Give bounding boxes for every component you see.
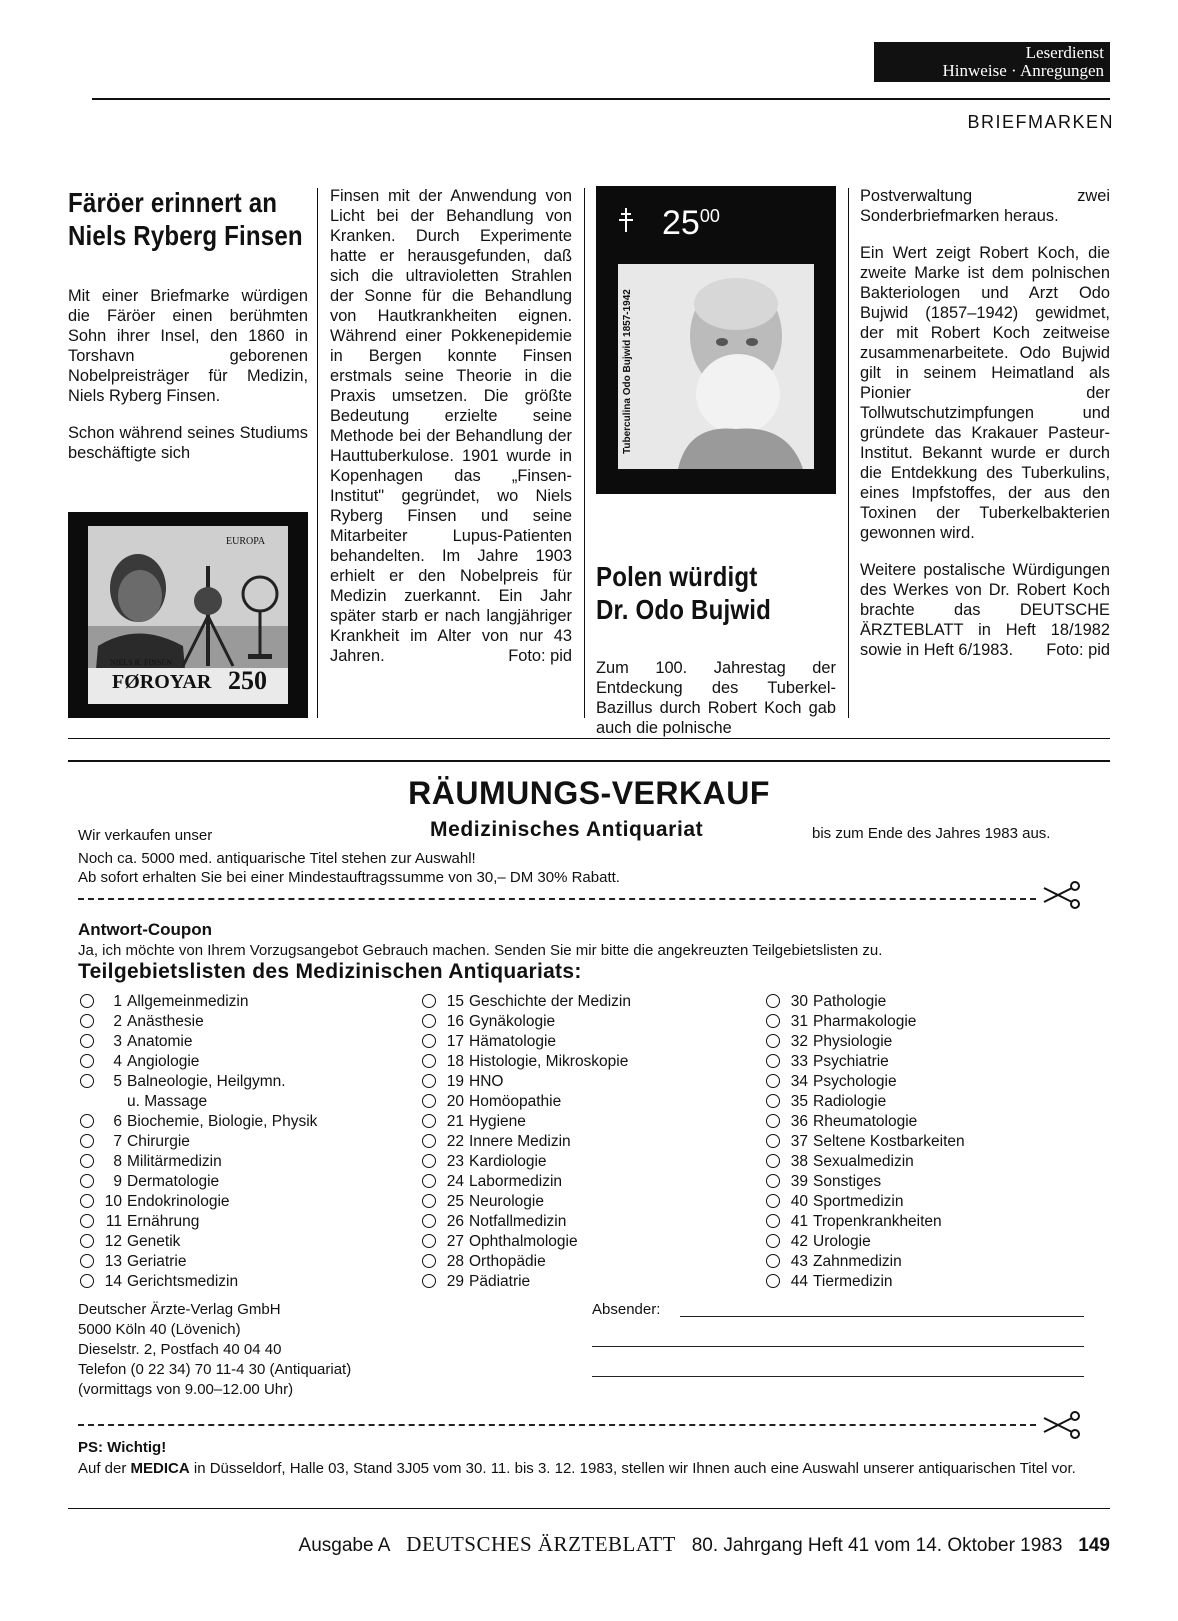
checkbox-circle[interactable] — [766, 1014, 780, 1028]
item-label: Innere Medizin — [469, 1133, 571, 1150]
coupon-item[interactable] — [80, 1152, 317, 1172]
coupon-item[interactable] — [422, 1212, 631, 1232]
item-label: Hygiene — [469, 1113, 526, 1130]
item-label: Zahnmedizin — [813, 1253, 902, 1270]
item-number: 27 — [446, 1233, 464, 1250]
ad-line-2: Ab sofort erhalten Sie bei einer Mindestauftragssumme von 30,– DM 30% Rabatt. — [78, 869, 620, 886]
item-label: Dermatologie — [127, 1173, 220, 1190]
item-label: Radiologie — [813, 1093, 887, 1110]
sender-line-2[interactable] — [592, 1346, 1084, 1347]
article1-para2: Schon während seines Studiums beschäftigte sich — [68, 424, 308, 462]
coupon-item[interactable] — [766, 1052, 965, 1072]
checkbox-circle[interactable] — [766, 1254, 780, 1268]
coupon-text: Ja, ich möchte von Ihrem Vorzugsangebot Gebrauch machen. Senden Sie mir bitte die angekreuzten Teilgebietslisten zu. — [78, 942, 883, 959]
header-line-1: Leserdienst — [1025, 43, 1104, 62]
item-number: 2 — [113, 1013, 122, 1030]
coupon-item[interactable] — [766, 1112, 965, 1132]
coupon-item[interactable] — [80, 1272, 317, 1292]
item-label: Anatomie — [127, 1033, 193, 1050]
item-label: Sexualmedizin — [813, 1153, 914, 1170]
coupon-item[interactable] — [422, 1152, 631, 1172]
item-label: Seltene Kostbarkeiten — [813, 1133, 965, 1150]
column-divider-1 — [317, 188, 318, 718]
header-rule — [92, 98, 1110, 100]
article1-column1 — [68, 186, 308, 463]
checkbox-circle[interactable] — [80, 1214, 94, 1228]
address-line: Dieselstr. 2, Postfach 40 04 40 — [78, 1341, 282, 1358]
item-label: Psychiatrie — [813, 1053, 889, 1070]
checkbox-circle[interactable] — [80, 1074, 94, 1088]
coupon-item[interactable] — [422, 992, 631, 1012]
coupon-item[interactable] — [422, 1052, 631, 1072]
checkbox-circle[interactable] — [422, 1214, 436, 1228]
footer-issue: 80. Jahrgang Heft 41 vom 14. Oktober 1983 — [691, 1535, 1063, 1556]
item-number: 34 — [790, 1073, 808, 1090]
item-label: Tiermedizin — [813, 1273, 893, 1290]
coupon-item[interactable] — [766, 1192, 965, 1212]
coupon-item[interactable] — [422, 1032, 631, 1052]
item-label: Orthopädie — [469, 1253, 546, 1270]
item-number: 36 — [790, 1113, 808, 1130]
coupon-title: Antwort-Coupon — [78, 920, 213, 939]
checkbox-circle[interactable] — [766, 1234, 780, 1248]
item-number: 15 — [446, 993, 464, 1010]
checkbox-circle[interactable] — [766, 1114, 780, 1128]
checkbox-circle[interactable] — [80, 1034, 94, 1048]
item-number: 38 — [790, 1153, 808, 1170]
checkbox-circle[interactable] — [766, 1074, 780, 1088]
patriarchal-cross-icon — [618, 208, 634, 232]
coupon-item[interactable] — [80, 1212, 317, 1232]
item-label: Gynäkologie — [469, 1013, 556, 1030]
coupon-item[interactable] — [766, 1072, 965, 1092]
coupon-item[interactable] — [80, 1112, 317, 1132]
coupon-item[interactable] — [766, 1032, 965, 1052]
coupon-item[interactable] — [80, 1132, 317, 1152]
articles-bottom-rule — [68, 738, 1110, 739]
article2-photo-credit: Foto: pid — [1046, 641, 1110, 659]
item-label: Homöopathie — [469, 1093, 562, 1110]
bujwid-portrait-illustration — [618, 264, 814, 469]
checkbox-circle[interactable] — [80, 1014, 94, 1028]
cut-line-2 — [78, 1424, 1036, 1426]
item-number: 29 — [446, 1273, 464, 1290]
article1-col2-text: Finsen mit der Anwendung von Licht bei der Behandlung von Kranken. Durch Experimente hatte er herausgefunden, daß sich die ultravioletten Strahlen der Sonne für die Behandlung von Hautkrankheiten eignen. Während einer Pokkenepidemie in Bergen konnte Finsen erstmals seine Theorie in die Praxis umsetzen. Die größte Bedeutung erzielte seine Methode bei der Behandlung der Hauttuberkulose. 1901 wurde in Kopenhagen das „Finsen-Institut" gegründet, wo Niels Ryberg Finsen und seine Mitarbeiter Lupus-Patienten behandelten. Im Jahre 1903 erhielt er den Nobelpreis für Medizin zuerkannt. Ein Jahr später starb er nach langjähriger Krankheit im Alter von nur 43 Jahren. — [330, 187, 572, 665]
ad-bottom-rule — [68, 1508, 1110, 1509]
item-label: Kardiologie — [469, 1153, 547, 1170]
ad-intro-left: Wir verkaufen unser — [78, 827, 213, 844]
checkbox-circle[interactable] — [80, 1114, 94, 1128]
article1-column2 — [330, 186, 572, 666]
polish-stamp-image — [596, 186, 836, 494]
checkbox-circle[interactable] — [422, 1094, 436, 1108]
coupon-item[interactable] — [422, 1272, 631, 1292]
ad-subtitle: Medizinisches Antiquariat — [430, 818, 704, 841]
checkbox-circle[interactable] — [80, 994, 94, 1008]
item-label: Labormedizin — [469, 1173, 563, 1190]
item-label: Gerichtsmedizin — [127, 1273, 239, 1290]
stamp-europa-label: EUROPA — [226, 536, 266, 547]
checkbox-circle[interactable] — [80, 1154, 94, 1168]
sender-label: Absender: — [592, 1301, 661, 1318]
item-number: 21 — [446, 1113, 464, 1130]
item-number: 16 — [446, 1013, 464, 1030]
item-label: Geriatrie — [127, 1253, 187, 1270]
item-label: Balneologie, Heilgymn. — [127, 1073, 286, 1090]
item-number: 3 — [113, 1033, 122, 1050]
column-divider-3 — [848, 188, 849, 718]
item-number: 39 — [790, 1173, 808, 1190]
checkbox-circle[interactable] — [422, 1234, 436, 1248]
ad-top-rule — [68, 760, 1110, 762]
article1-title: Färöer erinnert an Niels Ryberg Finsen — [68, 187, 303, 251]
checkbox-circle[interactable] — [80, 1054, 94, 1068]
coupon-item[interactable] — [80, 1232, 317, 1252]
item-label: Psychologie — [813, 1073, 897, 1090]
ad-line-1: Noch ca. 5000 med. antiquarische Titel stehen zur Auswahl! — [78, 850, 476, 867]
coupon-item[interactable] — [422, 1012, 631, 1032]
coupon-item[interactable] — [422, 1192, 631, 1212]
item-number: 9 — [113, 1173, 122, 1190]
page-number: 149 — [1078, 1535, 1110, 1556]
checkbox-circle[interactable] — [80, 1234, 94, 1248]
checkbox-circle[interactable] — [422, 994, 436, 1008]
item-label: Ernährung — [127, 1213, 200, 1230]
item-number: 40 — [790, 1193, 808, 1210]
item-label: Neurologie — [469, 1193, 544, 1210]
coupon-item[interactable] — [766, 1232, 965, 1252]
coupon-item[interactable] — [766, 1012, 965, 1032]
coupon-item[interactable] — [80, 1172, 317, 1192]
coupon-list-column-2 — [422, 992, 631, 1292]
item-number: 30 — [790, 993, 808, 1010]
checkbox-circle[interactable] — [422, 1114, 436, 1128]
item-label: Geschichte der Medizin — [469, 993, 631, 1010]
stamp-country: FØROYAR — [112, 671, 212, 693]
coupon-item[interactable] — [766, 1152, 965, 1172]
item-label: Physiologie — [813, 1033, 893, 1050]
checkbox-circle[interactable] — [422, 1074, 436, 1088]
cut-line-1 — [78, 898, 1036, 900]
checkbox-circle[interactable] — [422, 1134, 436, 1148]
item-number: 26 — [446, 1213, 464, 1230]
checkbox-circle[interactable] — [766, 1034, 780, 1048]
coupon-item[interactable] — [80, 1252, 317, 1272]
item-label: Tropenkrankheiten — [813, 1213, 942, 1230]
coupon-item[interactable] — [80, 1032, 317, 1052]
coupon-item[interactable] — [422, 1252, 631, 1272]
item-number: 20 — [446, 1093, 464, 1110]
item-label: u. Massage — [127, 1093, 208, 1110]
item-number: 24 — [446, 1173, 464, 1190]
item-label: Anästhesie — [127, 1013, 204, 1030]
item-number: 4 — [113, 1053, 122, 1070]
item-number: 23 — [446, 1153, 464, 1170]
coupon-list-column-1 — [80, 992, 317, 1292]
checkbox-circle[interactable] — [80, 1254, 94, 1268]
coupon-item[interactable] — [80, 1052, 317, 1072]
publisher-address — [78, 1300, 351, 1400]
checkbox-circle[interactable] — [766, 1214, 780, 1228]
article2-title: Polen würdigt Dr. Odo Bujwid — [596, 561, 771, 625]
item-number: 43 — [790, 1253, 808, 1270]
item-number: 25 — [446, 1193, 464, 1210]
item-label: Pharmakologie — [813, 1013, 917, 1030]
checkbox-circle[interactable] — [422, 1014, 436, 1028]
item-label: Militärmedizin — [127, 1153, 222, 1170]
item-number: 12 — [104, 1233, 122, 1250]
item-number: 41 — [790, 1213, 808, 1230]
stamp-name-label: NIELS R. FINSEN — [110, 658, 173, 667]
coupon-item[interactable] — [766, 1172, 965, 1192]
header-line-2: Hinweise · Anregungen — [942, 61, 1104, 80]
footer-brand: DEUTSCHES ÄRZTEBLATT — [406, 1532, 676, 1556]
coupon-item[interactable] — [80, 1012, 317, 1032]
coupon-item[interactable] — [422, 1132, 631, 1152]
item-number: 31 — [790, 1013, 808, 1030]
article2-column3 — [596, 560, 836, 738]
item-number: 14 — [104, 1273, 122, 1290]
scissors-icon — [1042, 880, 1082, 910]
stamp-value: 250 — [228, 666, 267, 695]
item-label: Genetik — [127, 1233, 181, 1250]
coupon-item[interactable] — [422, 1072, 631, 1092]
item-label: Sportmedizin — [813, 1193, 904, 1210]
item-number: 17 — [446, 1033, 464, 1050]
checkbox-circle[interactable] — [766, 994, 780, 1008]
item-number: 35 — [790, 1093, 808, 1110]
polish-stamp-side-text: Tuberculina Odo Bujwid 1857-1942 — [622, 289, 633, 454]
coupon-item[interactable] — [766, 1132, 965, 1152]
checkbox-circle[interactable] — [422, 1054, 436, 1068]
checkbox-circle[interactable] — [766, 1134, 780, 1148]
article1-photo-credit: Foto: pid — [508, 647, 572, 665]
item-number: 44 — [790, 1273, 808, 1290]
checkbox-circle[interactable] — [422, 1034, 436, 1048]
address-line: (vormittags von 9.00–12.00 Uhr) — [78, 1381, 294, 1398]
sender-line-1[interactable] — [680, 1316, 1084, 1317]
article2-column4 — [860, 186, 1110, 660]
item-number: 19 — [446, 1073, 464, 1090]
item-label: Rheumatologie — [813, 1113, 918, 1130]
coupon-item[interactable] — [422, 1172, 631, 1192]
address-line: 5000 Köln 40 (Lövenich) — [78, 1321, 241, 1338]
address-line: Telefon (0 22 34) 70 11-4 30 (Antiquariat) — [78, 1361, 352, 1378]
coupon-item[interactable] — [766, 1212, 965, 1232]
coupon-item[interactable] — [766, 1252, 965, 1272]
coupon-item[interactable] — [80, 1072, 317, 1092]
checkbox-circle[interactable] — [766, 1054, 780, 1068]
item-label: Hämatologie — [469, 1033, 557, 1050]
coupon-item[interactable] — [80, 992, 317, 1012]
checkbox-circle[interactable] — [422, 1154, 436, 1168]
item-label: HNO — [469, 1073, 504, 1090]
item-label: Notfallmedizin — [469, 1213, 567, 1230]
article2-col3-text: Zum 100. Jahrestag der Entdeckung des Tuberkel-Bazillus durch Robert Koch gab auch die polnische — [596, 659, 836, 737]
ps-title: PS: Wichtig! — [78, 1439, 167, 1456]
address-line: Deutscher Ärzte-Verlag GmbH — [78, 1301, 281, 1318]
ps-text: Auf der MEDICA in Düsseldorf, Halle 03, Stand 3J05 vom 30. 11. bis 3. 12. 1983, stellen wir Ihnen auch eine Auswahl unserer antiquarischen Titel vor. — [78, 1460, 1076, 1477]
footer-edition: Ausgabe A — [298, 1535, 391, 1556]
checkbox-circle[interactable] — [422, 1274, 436, 1288]
coupon-item — [80, 1092, 317, 1112]
checkbox-circle[interactable] — [766, 1174, 780, 1188]
item-number: 28 — [446, 1253, 464, 1270]
item-label: Urologie — [813, 1233, 871, 1250]
item-number: 22 — [446, 1133, 464, 1150]
item-label: Allgemeinmedizin — [127, 993, 249, 1010]
column-divider-2 — [584, 188, 585, 718]
item-number: 7 — [113, 1133, 122, 1150]
ad-title: RÄUMUNGS-VERKAUF — [408, 775, 770, 811]
coupon-item[interactable] — [766, 1092, 965, 1112]
item-number: 6 — [113, 1113, 122, 1130]
item-number: 1 — [113, 993, 122, 1010]
item-number: 18 — [446, 1053, 464, 1070]
article2-col4-para3: Weitere postalische Würdigungen des Werkes von Dr. Robert Koch brachte das DEUTSCHE ÄRZTEBLATT in Heft 18/1982 sowie in Heft 6/1983. — [860, 561, 1110, 659]
item-label: Endokrinologie — [127, 1193, 230, 1210]
item-label: Sonstiges — [813, 1173, 882, 1190]
sender-line-3[interactable] — [592, 1376, 1084, 1377]
item-number: 33 — [790, 1053, 808, 1070]
coupon-item[interactable] — [766, 992, 965, 1012]
coupon-list-column-3 — [766, 992, 965, 1292]
checkbox-circle[interactable] — [766, 1274, 780, 1288]
checkbox-circle[interactable] — [80, 1174, 94, 1188]
page-footer — [299, 1532, 1110, 1557]
item-label: Ophthalmologie — [469, 1233, 578, 1250]
item-label: Histologie, Mikroskopie — [469, 1053, 629, 1070]
checkbox-circle[interactable] — [80, 1274, 94, 1288]
article1-para1: Mit einer Briefmarke würdigen die Färöer einen berühmten Sohn ihrer Insel, den 1860 in Torshavn geborenen Nobelpreisträger für Medizin, Niels Ryberg Finsen. — [68, 287, 308, 405]
section-label: BRIEFMARKEN — [967, 112, 1114, 132]
item-number: 11 — [105, 1213, 122, 1230]
item-label: Biochemie, Biologie, Physik — [127, 1113, 318, 1130]
section-header-box — [874, 42, 1110, 82]
scissors-icon — [1042, 1410, 1082, 1440]
list-title: Teilgebietslisten des Medizinischen Antiquariats: — [78, 960, 582, 983]
coupon-item[interactable] — [422, 1232, 631, 1252]
coupon-item[interactable] — [422, 1092, 631, 1112]
item-number: 10 — [104, 1193, 122, 1210]
item-label: Angiologie — [127, 1053, 200, 1070]
item-number: 32 — [790, 1033, 808, 1050]
checkbox-circle[interactable] — [80, 1194, 94, 1208]
item-label: Pädiatrie — [469, 1273, 531, 1290]
item-number: 13 — [104, 1253, 122, 1270]
item-label: Chirurgie — [127, 1133, 190, 1150]
faroe-stamp-image — [68, 512, 308, 718]
item-label: Pathologie — [813, 993, 887, 1010]
coupon-item[interactable] — [422, 1112, 631, 1132]
item-number: 8 — [113, 1153, 122, 1170]
checkbox-circle[interactable] — [80, 1134, 94, 1148]
article2-col4-para2: Ein Wert zeigt Robert Koch, die zweite Marke ist dem polnischen Bakteriologen und Arzt Odo Bujwid (1857–1942) gewidmet, der mit Robert Koch zeitweise zusammenarbeitete. Odo Bujwid gilt in seinem Heimatland als Pionier der Tollwutschutzimpfungen und gründete das Krakauer Pasteur-Institut. Bekannt wurde er durch die Entdekkung des Tuberkulins, eines Impfstoffes, der aus den Toxinen der Tuberkelbakterien gewonnen wird. — [860, 244, 1110, 542]
coupon-item[interactable] — [80, 1192, 317, 1212]
item-number: 42 — [790, 1233, 808, 1250]
ad-intro-right: bis zum Ende des Jahres 1983 aus. — [812, 825, 1051, 842]
checkbox-circle[interactable] — [766, 1154, 780, 1168]
coupon-item[interactable] — [766, 1272, 965, 1292]
item-number: 5 — [113, 1073, 122, 1090]
checkbox-circle[interactable] — [422, 1194, 436, 1208]
polish-stamp-value: $25^{00}$ — [662, 204, 720, 242]
item-number: 37 — [790, 1133, 808, 1150]
checkbox-circle[interactable] — [766, 1194, 780, 1208]
checkbox-circle[interactable] — [766, 1094, 780, 1108]
article2-col4-para1: Postverwaltung zwei Sonderbriefmarken heraus. — [860, 187, 1110, 225]
checkbox-circle[interactable] — [422, 1174, 436, 1188]
checkbox-circle[interactable] — [422, 1254, 436, 1268]
